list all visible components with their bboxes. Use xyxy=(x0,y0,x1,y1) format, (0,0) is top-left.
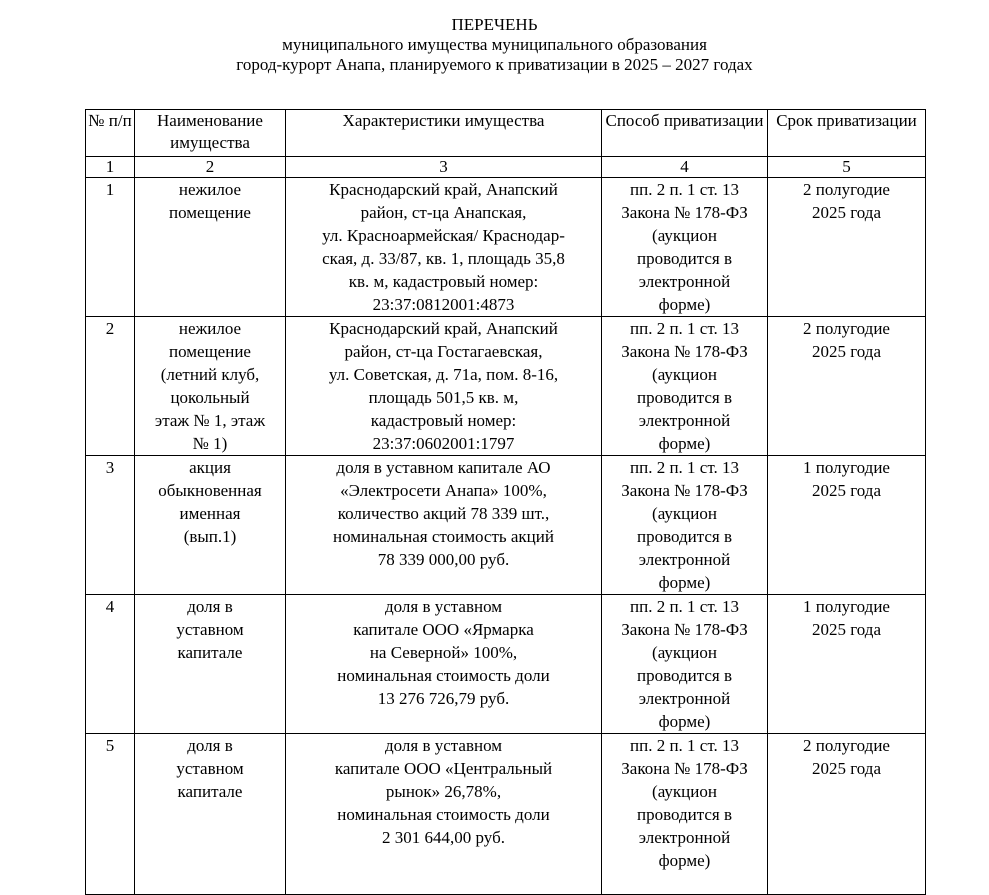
cell-line: (аукцион xyxy=(652,365,717,384)
table-row xyxy=(86,317,926,456)
document-title: ПЕРЕЧЕНЬ xyxy=(451,15,538,34)
column-number: 4 xyxy=(602,157,768,178)
cell-line: (летний клуб, xyxy=(160,365,260,384)
cell-line: 2 301 644,00 руб. xyxy=(382,828,505,847)
document-header xyxy=(0,15,989,75)
cell-line: доля в xyxy=(187,597,233,616)
cell-line: форме) xyxy=(658,712,711,731)
cell-term xyxy=(768,178,926,317)
cell-line: 2 полугодие xyxy=(803,180,890,199)
cell-number: 3 xyxy=(86,456,135,595)
cell-method xyxy=(602,734,768,895)
cell-line: проводится в xyxy=(636,249,733,268)
cell-line: номинальная стоимость акций xyxy=(333,527,554,546)
cell-line: форме) xyxy=(658,295,711,314)
cell-method xyxy=(602,317,768,456)
cell-line: пп. 2 п. 1 ст. 13 xyxy=(630,736,739,755)
cell-method xyxy=(602,456,768,595)
cell-line: капитале xyxy=(177,782,243,801)
cell-line: 1 полугодие xyxy=(803,597,890,616)
cell-line: Закона № 178-ФЗ xyxy=(621,759,748,778)
header-col-name xyxy=(135,110,286,157)
cell-line: уставном xyxy=(176,620,244,639)
table-body xyxy=(86,178,926,895)
cell-number: 5 xyxy=(86,734,135,895)
cell-term xyxy=(768,595,926,734)
cell-line: № 1) xyxy=(192,434,228,453)
column-number: 2 xyxy=(135,157,286,178)
cell-line: 2025 года xyxy=(811,620,881,639)
cell-line: район, ст-ца Гостагаевская, xyxy=(344,342,543,361)
cell-line: цокольный xyxy=(170,388,250,407)
table-row xyxy=(86,734,926,895)
cell-term xyxy=(768,456,926,595)
cell-method xyxy=(602,595,768,734)
cell-number: 1 xyxy=(86,178,135,317)
cell-line: пп. 2 п. 1 ст. 13 xyxy=(630,597,739,616)
header-line: Характеристики имущества xyxy=(342,111,545,130)
cell-characteristics xyxy=(286,734,602,895)
cell-term xyxy=(768,317,926,456)
cell-number: 2 xyxy=(86,317,135,456)
cell-characteristics xyxy=(286,178,602,317)
table-row xyxy=(86,595,926,734)
cell-line: номинальная стоимость доли xyxy=(337,805,550,824)
cell-line: (аукцион xyxy=(652,504,717,523)
cell-line: кадастровый номер: xyxy=(370,411,517,430)
cell-name xyxy=(135,178,286,317)
cell-line: площадь 501,5 кв. м, xyxy=(368,388,519,407)
header-line: имущества xyxy=(170,133,250,152)
cell-line: ул. Советская, д. 71а, пом. 8-16, xyxy=(328,365,559,384)
header-row xyxy=(86,110,926,157)
cell-line: электронной xyxy=(638,411,731,430)
cell-line: проводится в xyxy=(636,666,733,685)
cell-characteristics xyxy=(286,456,602,595)
header-line: Срок xyxy=(776,111,813,130)
cell-name xyxy=(135,734,286,895)
cell-line: 2 полугодие xyxy=(803,319,890,338)
cell-characteristics xyxy=(286,317,602,456)
header-line: Наименование xyxy=(157,111,263,130)
header-line: Способ xyxy=(605,111,660,130)
cell-line: Закона № 178-ФЗ xyxy=(621,342,748,361)
cell-line: проводится в xyxy=(636,388,733,407)
cell-line: (аукцион xyxy=(652,226,717,245)
cell-line: Краснодарский край, Анапский xyxy=(329,319,558,338)
header-col-characteristics xyxy=(286,110,602,157)
cell-line: доля в уставном xyxy=(384,736,503,755)
cell-line: пп. 2 п. 1 ст. 13 xyxy=(630,319,739,338)
cell-line: Краснодарский край, Анапский xyxy=(329,180,558,199)
cell-line: 2025 года xyxy=(811,203,881,222)
document-subtitle-line1: муниципального имущества муниципального образования xyxy=(282,35,707,54)
cell-line: 2025 года xyxy=(811,481,881,500)
cell-line: форме) xyxy=(658,851,711,870)
cell-line: капитале ООО «Центральный xyxy=(334,759,553,778)
cell-line: кв. м, кадастровый номер: xyxy=(348,272,539,291)
cell-line: электронной xyxy=(638,689,731,708)
header-col-method xyxy=(602,110,768,157)
header-line: п/п xyxy=(108,111,132,130)
cell-line: электронной xyxy=(638,272,731,291)
cell-line: пп. 2 п. 1 ст. 13 xyxy=(630,180,739,199)
column-number: 1 xyxy=(86,157,135,178)
cell-line: Закона № 178-ФЗ xyxy=(621,481,748,500)
header-col-term xyxy=(768,110,926,157)
cell-line: 1 полугодие xyxy=(803,458,890,477)
cell-line: 23:37:0812001:4873 xyxy=(372,295,515,314)
cell-line: Закона № 178-ФЗ xyxy=(621,203,748,222)
cell-line: (аукцион xyxy=(652,643,717,662)
cell-line: помещение xyxy=(169,203,251,222)
cell-name xyxy=(135,456,286,595)
header-line: приватизации xyxy=(817,111,917,130)
cell-line: доля в уставном капитале АО xyxy=(336,458,551,477)
privatization-table xyxy=(85,109,926,895)
column-number-row xyxy=(86,157,926,178)
cell-line: 78 339 000,00 руб. xyxy=(377,550,510,569)
cell-line: Закона № 178-ФЗ xyxy=(621,620,748,639)
cell-line: 2025 года xyxy=(811,759,881,778)
column-number: 3 xyxy=(286,157,602,178)
cell-line: именная xyxy=(179,504,241,523)
header-col-number xyxy=(86,110,135,157)
table-row xyxy=(86,178,926,317)
cell-line: рынок» 26,78%, xyxy=(385,782,502,801)
cell-line: электронной xyxy=(638,550,731,569)
cell-line: уставном xyxy=(176,759,244,778)
cell-line: нежилое xyxy=(178,319,242,338)
cell-line: 2 полугодие xyxy=(803,736,890,755)
cell-line: нежилое xyxy=(178,180,242,199)
cell-method xyxy=(602,178,768,317)
cell-line: 2025 года xyxy=(811,342,881,361)
cell-line: 13 276 726,79 руб. xyxy=(377,689,510,708)
cell-name xyxy=(135,317,286,456)
cell-line: капитале ООО «Ярмарка xyxy=(353,620,534,639)
cell-line: (аукцион xyxy=(652,782,717,801)
cell-line: капитале xyxy=(177,643,243,662)
document-subtitle-line2: город-курорт Анапа, планируемого к приватизации в 2025 – 2027 годах xyxy=(236,55,753,74)
cell-characteristics xyxy=(286,595,602,734)
cell-line: номинальная стоимость доли xyxy=(337,666,550,685)
cell-name xyxy=(135,595,286,734)
cell-line: (вып.1) xyxy=(183,527,237,546)
cell-line: количество акций 78 339 шт., xyxy=(337,504,550,523)
cell-line: проводится в xyxy=(636,805,733,824)
cell-line: 23:37:0602001:1797 xyxy=(372,434,515,453)
cell-line: проводится в xyxy=(636,527,733,546)
header-line: № xyxy=(88,111,105,130)
cell-term xyxy=(768,734,926,895)
cell-line: помещение xyxy=(169,342,251,361)
header-line: приватизации xyxy=(663,111,764,130)
cell-line: этаж № 1, этаж xyxy=(154,411,266,430)
cell-line: ул. Красноармейская/ Краснодар- xyxy=(322,226,565,245)
column-number: 5 xyxy=(768,157,926,178)
cell-line: на Северной» 100%, xyxy=(369,643,518,662)
cell-line: форме) xyxy=(658,434,711,453)
cell-line: электронной xyxy=(638,828,731,847)
cell-line: доля в xyxy=(187,736,233,755)
cell-line: пп. 2 п. 1 ст. 13 xyxy=(630,458,739,477)
cell-line: доля в уставном xyxy=(384,597,503,616)
cell-line: ская, д. 33/87, кв. 1, площадь 35,8 xyxy=(322,249,565,268)
cell-line: обыкновенная xyxy=(158,481,262,500)
cell-line: «Электросети Анапа» 100%, xyxy=(340,481,547,500)
table-row xyxy=(86,456,926,595)
cell-number: 4 xyxy=(86,595,135,734)
cell-line: акция xyxy=(189,458,231,477)
cell-line: район, ст-ца Анапская, xyxy=(360,203,527,222)
cell-line: форме) xyxy=(658,573,711,592)
